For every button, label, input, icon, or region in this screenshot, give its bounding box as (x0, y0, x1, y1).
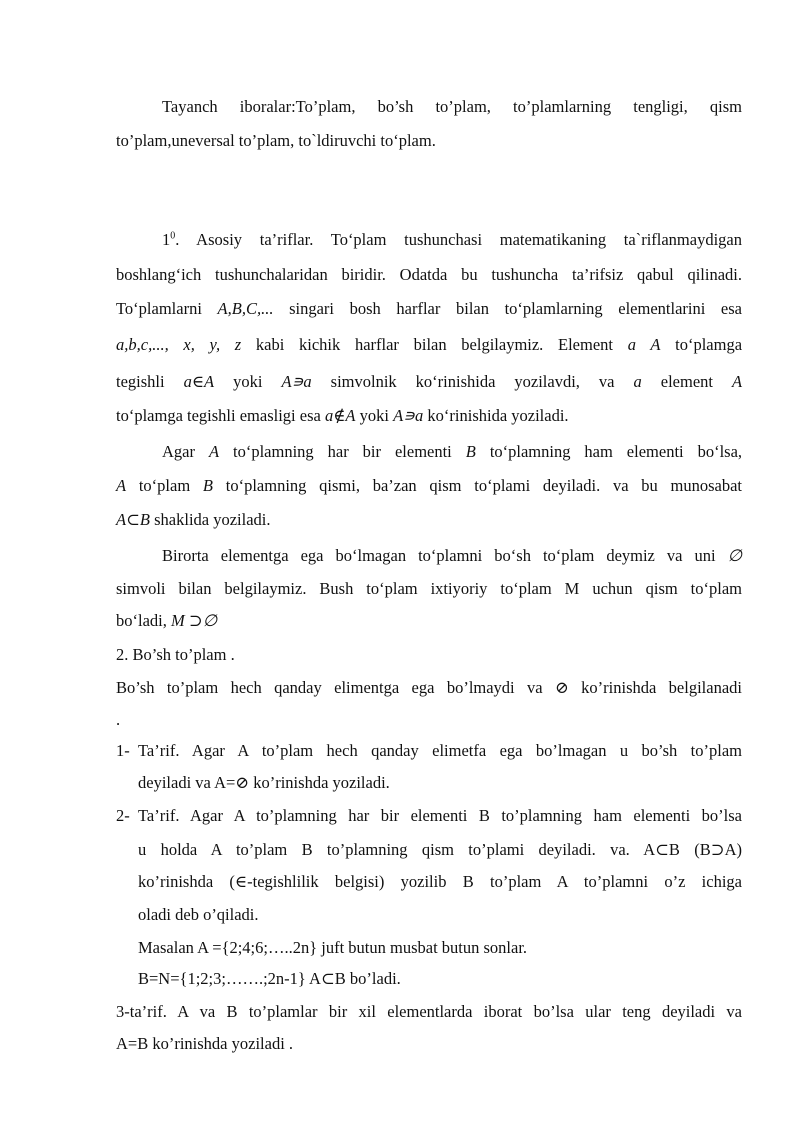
list-item-2-line-6: B=N={1;2;3;…….;2n-1} A⊂B bo’ladi. (138, 969, 401, 988)
para-2-line-2: A to‘plam B to‘plamning qismi, ba’zan qism to‘plami deyiladi. va bu munosabat (116, 476, 743, 495)
section-1-line-4: a,b,c,..., x, y, z kabi kichik harflar bilan belgilaymiz. Element a A to‘plamga (116, 335, 743, 354)
section-1-line-3: To‘plamlarni A,B,C,... singari bosh harflar bilan to‘plamlarning elementlarini esa (116, 299, 742, 318)
section-2-line-2: . (116, 710, 121, 729)
para-3-line-2: simvoli bilan belgilaymiz. Bush to‘plam ixtiyoriy to‘plam M uchun qism to‘plam (116, 579, 742, 598)
section-1-line-2: boshlang‘ich tushunchalaridan biridir. Odatda bu tushuncha ta’rifsiz qabul qilinadi. (116, 265, 742, 284)
para-3-line-1: Birorta elementga ega bo‘lmagan to‘plamni bo‘sh to‘plam deymiz va uni ∅ (162, 546, 743, 565)
list-item-1-line-1: Ta’rif. Agar A to’plam hech qanday elimetfa ega bo’lmagan u bo’sh to’plam (138, 741, 742, 760)
list-item-2-line-5: Masalan A ={2;4;6;…..2n} juft butun musbat butun sonlar. (138, 938, 528, 957)
section-1-line-1: $1^0$. Asosiy ta’riflar. To‘plam tushunchasi matematikaning ta`riflanmaydigan (162, 230, 742, 249)
para-2-line-3: A⊂B shaklida yoziladi. (116, 510, 271, 529)
list-item-1-line-2: deyiladi va A=⊘ ko’rinishda yoziladi. (138, 773, 390, 792)
definition-3-line-1: 3-ta’rif. A va B to’plamlar bir xil elementlarda iborat bo’lsa ular teng deyiladi va (116, 1002, 742, 1021)
section-1-line-5: tegishli a∈A yoki A∍a simvolnik ko‘rinishida yozilavdi, va a element A (116, 372, 743, 391)
list-item-1-number: 1- (116, 741, 130, 760)
keywords-line-1: Tayanch iboralar:To’plam, bo’sh to’plam, to’plamlarning tengligi, qism (162, 97, 742, 116)
keywords-line-2: to’plam,uneversal to’plam, to`ldiruvchi to‘plam. (116, 131, 436, 150)
list-item-2-line-4: oladi deb o’qiladi. (138, 905, 259, 924)
definition-3-line-2: A=B ko’rinishda yoziladi . (116, 1034, 294, 1053)
para-2-line-1: Agar A to‘plamning har bir elementi B to‘plamning ham elementi bo‘lsa, (162, 442, 743, 461)
para-3-line-3: bo‘ladi, M ⊃∅ (116, 611, 218, 630)
list-item-2-line-3: ko’rinishda (∈-tegishlilik belgisi) yozilib B to’plam A to’plamni o’z ichiga (138, 872, 742, 891)
section-1-line-6: to‘plamga tegishli emasligi esa a∉A yoki A∍a ko‘rinishida yoziladi. (116, 406, 569, 425)
list-item-2-line-1: Ta’rif. Agar A to’plamning har bir elementi B to’plamning ham elementi bo’lsa (138, 806, 742, 825)
list-item-2-number: 2- (116, 806, 130, 825)
section-2-line-1: Bo’sh to’plam hech qanday elimentga ega bo’lmaydi va ⊘ ko’rinishda belgilanadi (116, 678, 742, 697)
list-item-2-line-2: u holda A to’plam B to’plamning qism to’plami deyiladi. va. A⊂B (B⊃A) (138, 840, 742, 859)
section-2-title: 2. Bo’sh to’plam . (116, 645, 235, 664)
